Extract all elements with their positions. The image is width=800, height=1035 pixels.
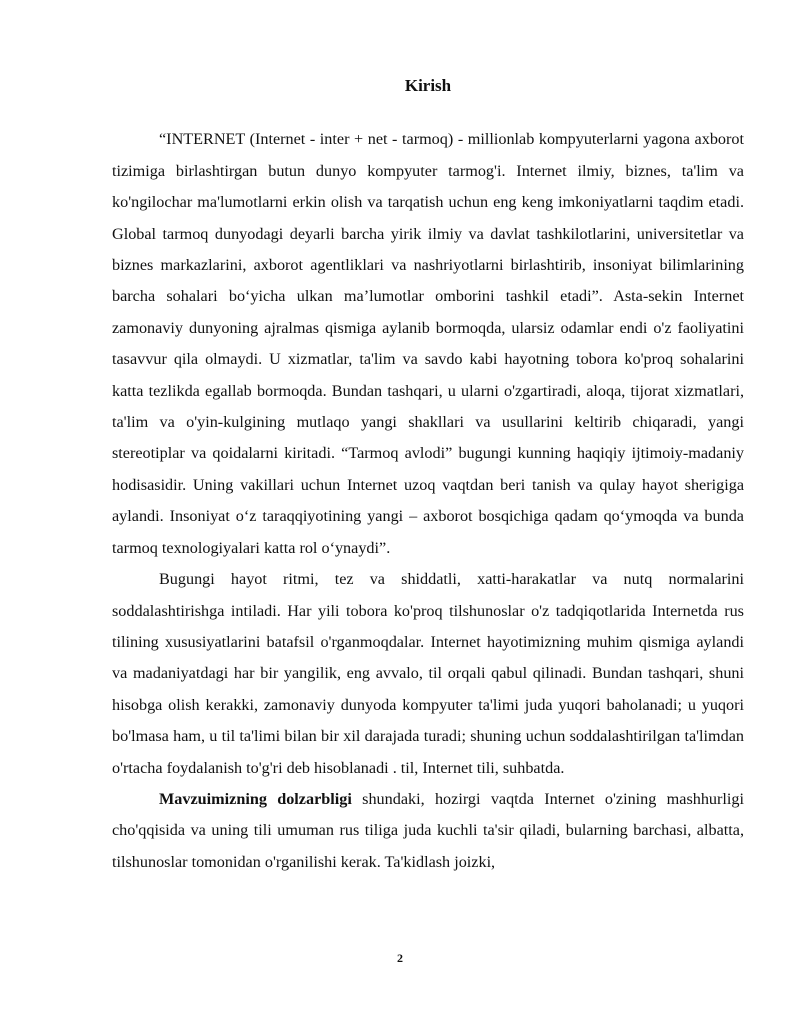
paragraph-relevance xyxy=(112,784,744,878)
section-title: Kirish xyxy=(404,76,452,95)
relevance-lead: Mavzuimizning dolzarbligi xyxy=(159,789,352,808)
paragraph-intro: “INTERNET (Internet - inter + net - tarmoq) - millionlab kompyuterlarni yagona axborot tizimiga birlashtirgan butun dunyo kompyuter tarmog'i. Internet ilmiy, biznes, ta'lim va ko'ngilochar ma'lumotlarni erkin olish va tarqatish uchun eng keng imkoniyatlarni taqdim etadi. Global tarmoq dunyodagi deyarli barcha yirik ilmiy va davlat tashkilotlarini, universitetlar va biznes markazlarini, axborot agentliklari va nashriyotlarni birlashtirib, insoniyat bilimlarining barcha sohalari bo‘yicha ulkan ma’lumotlar omborini tashkil etadi”. Asta-sekin Internet zamonaviy dunyoning ajralmas qismiga aylanib bormoqda, ularsiz odamlar endi o'z faoliyatini tasavvur qila olmaydi. U xizmatlar, ta'lim va savdo kabi hayotning tobora ko'proq sohalarini katta tezlikda egallab bormoqda. Bundan tashqari, u ularni o'zgartiradi, aloqa, tijorat xizmatlari, ta'lim va o'yin-kulgining mutlaqo yangi shakllari va usullarini keltirib chiqaradi, yangi stereotiplar va qoidalarni kiritadi. “Tarmoq avlodi” bugungi kunning haqiqiy ijtimoiy-madaniy hodisasidir. Uning vakillari uchun Internet uzoq vaqtdan beri tanish va qulay hayot sherigiga aylandi. Insoniyat o‘z taraqqiyotining yangi – axborot bosqichiga qadam qo‘ymoqda va bunda tarmoq texnologiyalari katta rol o‘ynaydi”. xyxy=(112,130,744,557)
relevance-text: shundaki, hozirgi vaqtda Internet o'zining mashhurligi cho'qqisida va uning tili umuman rus tiliga juda kuchli ta'sir qiladi, bularning barchasi, albatta, tilshunoslar tomonidan o'rganilishi kerak. Ta'kidlash joizki, xyxy=(112,789,744,871)
document-body xyxy=(112,70,744,878)
paragraph-rhythm: Bugungi hayot ritmi, tez va shiddatli, xatti-harakatlar va nutq normalarini soddalashtirishga intiladi. Har yili tobora ko'proq tilshunoslar o'z tadqiqotlarida Internetda rus tilining xususiyatlarini batafsil o'rganmoqdalar. Internet hayotimizning muhim qismiga aylandi va madaniyatdagi har bir yangilik, eng avvalo, til orqali qabul qilinadi. Bundan tashqari, shuni hisobga olish kerakki, zamonaviy dunyoda kompyuter ta'limi juda yuqori baholanadi; u yuqori bo'lmasa ham, u til ta'limi bilan bir xil darajada turadi; shuning uchun soddalashtirilgan ta'limdan o'rtacha foydalanish to'g'ri deb hisoblanadi . til, Internet tili, suhbatda. xyxy=(112,570,744,777)
page-number: 2 xyxy=(397,951,403,965)
